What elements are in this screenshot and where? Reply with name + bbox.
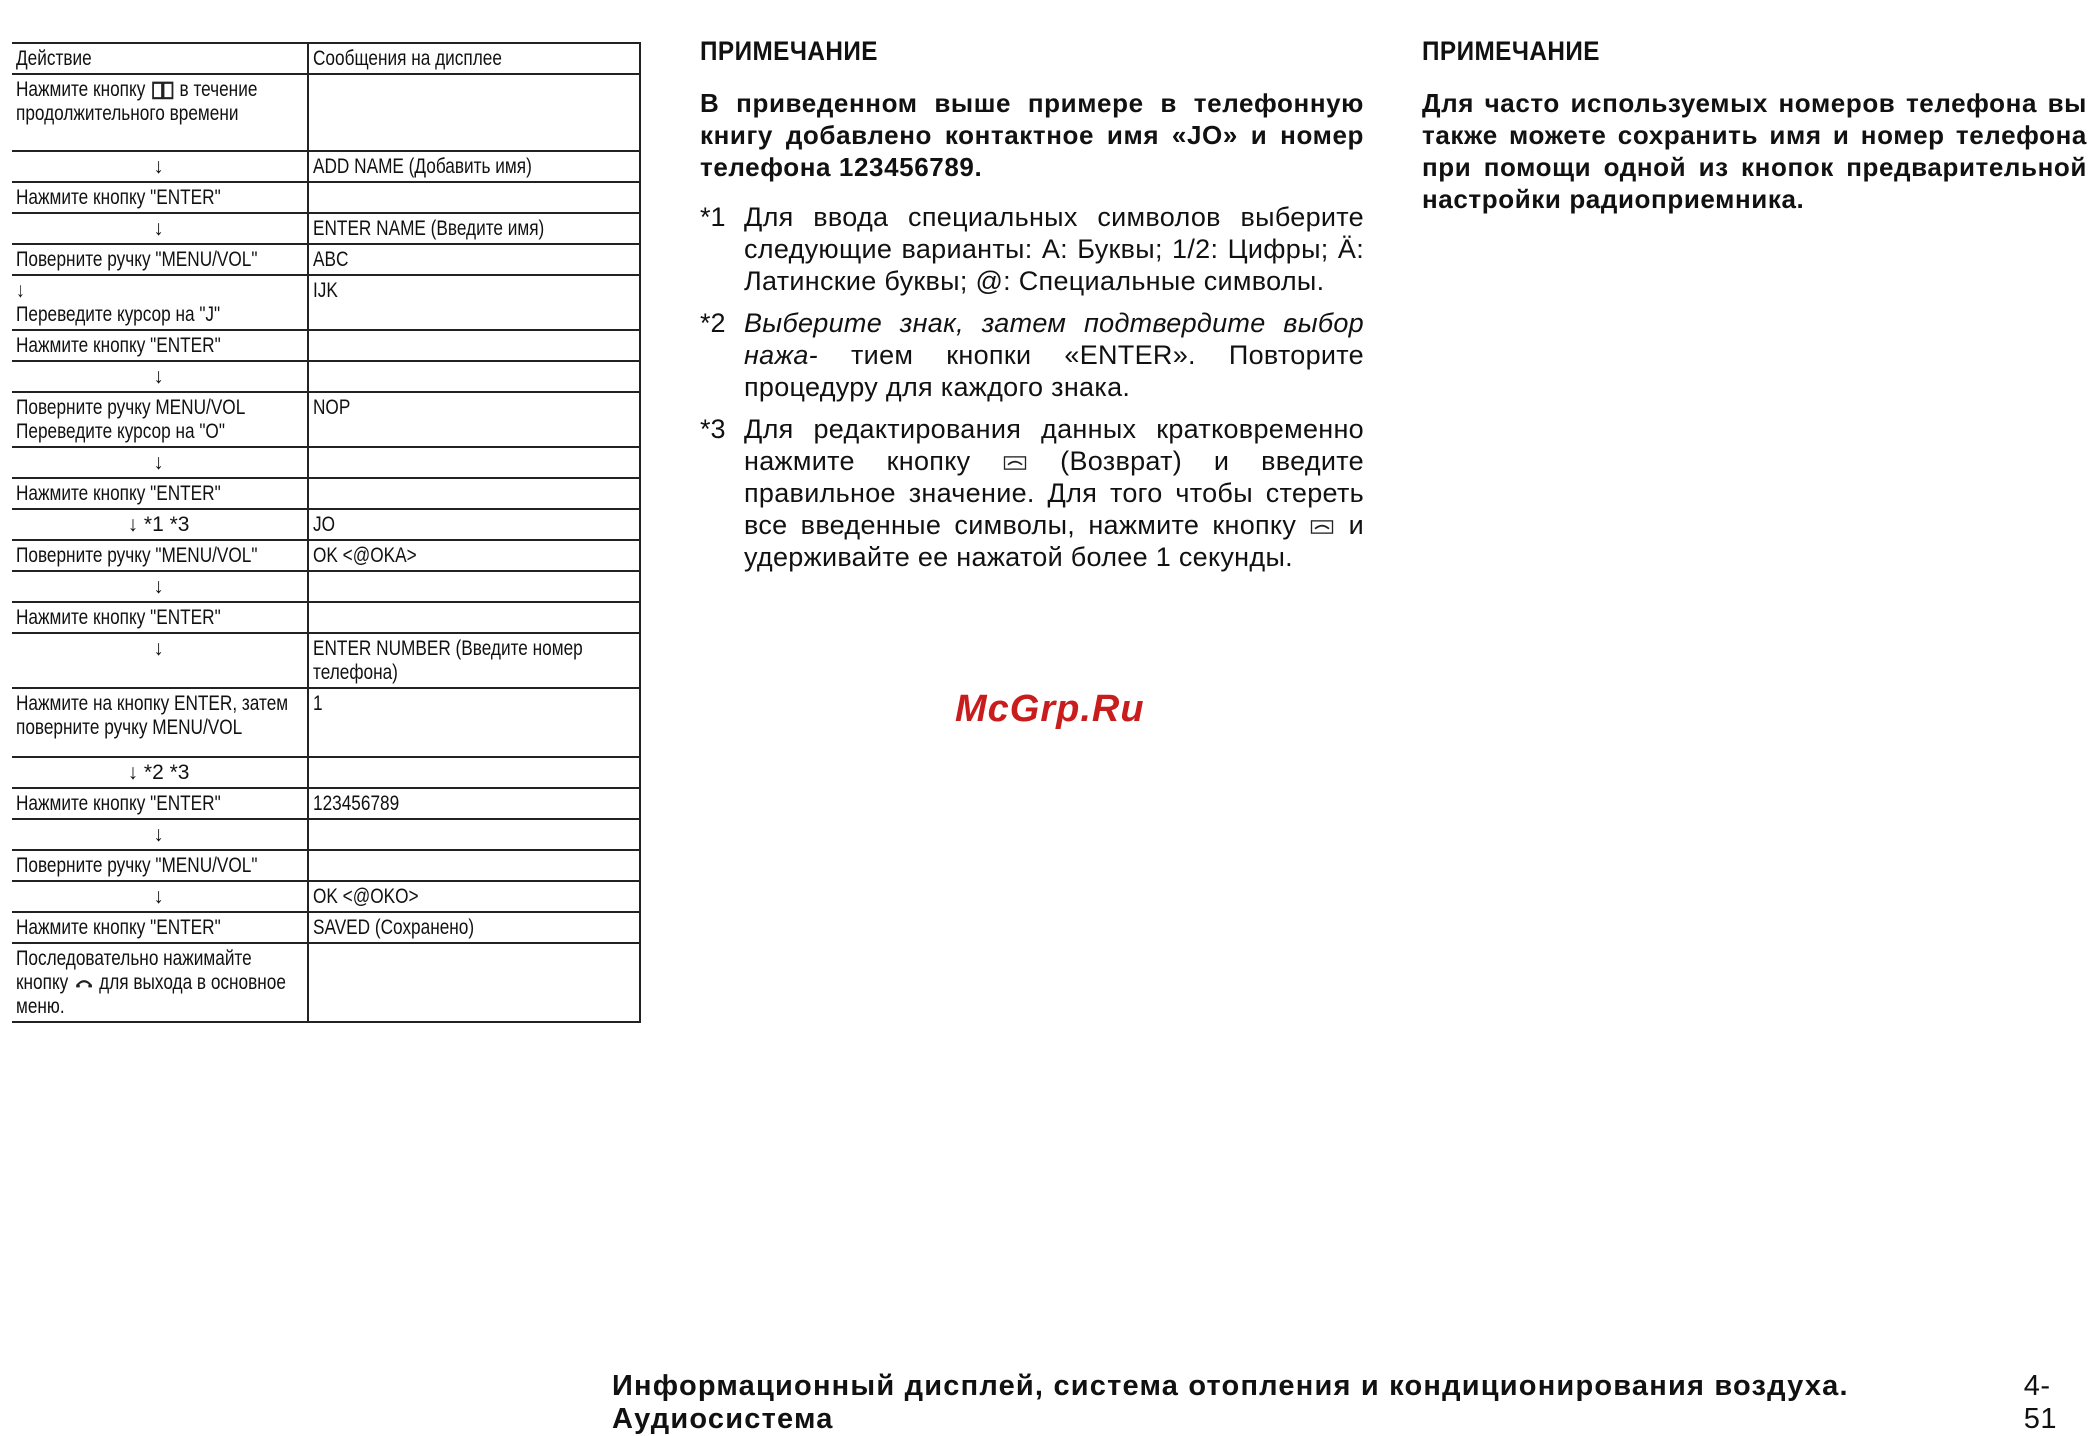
table-row [12,275,640,330]
display-cell [308,361,640,392]
action-text: ↓ [153,155,164,178]
table-row [12,330,640,361]
action-cell [12,571,308,602]
action-text: ↓ *2 *3 [127,761,190,784]
action-text: Нажмите кнопку "ENTER" [16,606,221,629]
table-row [12,602,640,633]
phone-back-icon [1002,456,1028,470]
display-text: SAVED (Сохранено) [313,916,475,939]
display-cell [308,182,640,213]
display-text: 1 [313,692,323,715]
note-body: В приведенном выше примере в телефонную книгу добавлено контактное имя «JO» и номер телефона 123456789. [700,88,1364,182]
table-row [12,571,640,602]
table-row [12,633,640,688]
footnote-text-c: и удерживайте ее нажатой более 1 секунды. [744,510,1365,572]
action-cell [12,509,308,540]
display-cell [308,330,640,361]
action-text: Нажмите на кнопку ENTER, затем поверните ручку MENU/VOL [16,692,289,739]
action-text: Поверните ручку "MENU/VOL" [16,544,258,567]
display-cell [308,275,640,330]
action-text: ↓ [153,217,164,240]
display-cell [308,540,640,571]
footnote-2 [700,307,1364,403]
table-row [12,943,640,1022]
action-cell [12,447,308,478]
table-header-row [12,43,640,74]
header-display: Сообщения на дисплее [308,43,640,74]
table-row [12,912,640,943]
footnote-mark: *2 [700,308,726,338]
display-cell [308,151,640,182]
action-cell [12,74,308,151]
phonebook-icon [150,80,175,100]
page-footer [612,1370,2080,1436]
table-row [12,151,640,182]
steps-table [12,42,641,1023]
action-text: ↓ [153,365,164,388]
action-cell [12,392,308,447]
action-text: Нажмите кнопку "ENTER" [16,792,221,815]
action-text: ↓ [153,575,164,598]
display-text: OK <@OKA> [313,544,417,567]
action-cell [12,912,308,943]
action-cell [12,788,308,819]
footnote-text-a: Для редактирования данных кратковременно нажмите кнопку [744,414,1364,476]
watermark: McGrp.Ru [955,688,1145,730]
action-text: Последовательно нажимайте кнопку для выхода в основное меню. [16,947,286,1018]
display-text: ABC [313,248,349,271]
footnote-text [744,413,1364,573]
footnote-1 [700,201,1364,297]
table-row [12,688,640,757]
action-text: ↓ Переведите курсор на "J" [16,279,221,326]
footnote-mark: *1 [700,202,726,232]
footnote-mark: *3 [700,414,726,444]
display-cell [308,688,640,757]
display-cell [308,244,640,275]
footnote-italic-text: Выберите знак, затем подтвердите выбор нажа- [744,308,1364,370]
note-heading: ПРИМЕЧАНИЕ [700,36,878,66]
table-row [12,881,640,912]
display-cell [308,602,640,633]
action-cell [12,850,308,881]
action-text: Поверните ручку MENU/VOL Переведите курсор на "O" [16,396,246,443]
action-text: Поверните ручку "MENU/VOL" [16,854,258,877]
action-cell [12,151,308,182]
action-cell [12,540,308,571]
display-cell [308,912,640,943]
phone-back-icon [73,976,94,990]
header-action: Действие [12,43,308,74]
page-number: 4-51 [2023,1370,2057,1435]
action-cell [12,478,308,509]
action-text: Нажмите кнопку "ENTER" [16,916,221,939]
table-row [12,74,640,151]
table-row [12,361,640,392]
display-cell [308,943,640,1022]
action-cell [12,602,308,633]
table-row [12,478,640,509]
action-text: ↓ *1 *3 [127,513,190,536]
display-text: NOP [313,396,351,419]
display-cell [308,478,640,509]
table-row [12,213,640,244]
table-row [12,819,640,850]
display-cell [308,850,640,881]
display-cell [308,881,640,912]
table-row [12,757,640,788]
display-text: 123456789 [313,792,400,815]
display-text: JO [313,513,336,536]
display-cell [308,392,640,447]
display-text: ADD NAME (Добавить имя) [313,155,532,178]
action-text: Поверните ручку "MENU/VOL" [16,248,258,271]
footnotes [700,201,1364,573]
action-text: Нажмите кнопку "ENTER" [16,482,221,505]
action-cell [12,633,308,688]
action-cell [12,688,308,757]
display-text: ENTER NAME (Введите имя) [313,217,545,240]
display-cell [308,819,640,850]
footnote-text [744,307,1364,403]
action-text: Нажмите кнопку "ENTER" [16,186,221,209]
action-cell [12,182,308,213]
display-cell [308,571,640,602]
note-body: Для часто используемых номеров телефона вы также можете сохранить имя и номер телефона при помощи одной из кнопок предварительной настройки радиоприемника. [1422,88,2087,214]
action-text: Нажмите кнопку в течение продолжительного времени [16,78,258,125]
table-row [12,850,640,881]
display-cell [308,447,640,478]
footnote-text-b: (Возврат) и введите правильное значение. Для того чтобы стереть все введенные символы, нажмите кнопку [744,446,1364,540]
table-row [12,509,640,540]
table-row [12,788,640,819]
footer-title: Информационный дисплей, система отопления и кондиционирования воздуха. Аудиосистема [612,1370,1849,1435]
action-text: ↓ [153,823,164,846]
note-right [1422,36,2087,215]
table-row [12,244,640,275]
display-cell [308,74,640,151]
action-cell [12,819,308,850]
table-row [12,447,640,478]
display-text: OK <@OKO> [313,885,419,908]
note-heading: ПРИМЕЧАНИЕ [1422,36,1600,66]
display-cell [308,509,640,540]
footnote-plain-text: тием кнопки «ENTER». Повторите процедуру для каждого знака. [744,340,1364,402]
action-cell [12,881,308,912]
note-middle [700,36,1364,583]
phone-back-icon [1309,520,1335,534]
action-cell [12,275,308,330]
action-cell [12,943,308,1022]
display-cell [308,788,640,819]
action-text: Нажмите кнопку "ENTER" [16,334,221,357]
action-text: ↓ [153,451,164,474]
action-text: ↓ [153,637,164,660]
action-cell [12,213,308,244]
display-cell [308,633,640,688]
action-cell [12,244,308,275]
action-cell [12,330,308,361]
display-cell [308,213,640,244]
display-text: ENTER NUMBER (Введите номер телефона) [313,637,583,684]
footnote-3 [700,413,1364,573]
table-row [12,392,640,447]
table-row [12,182,640,213]
action-cell [12,757,308,788]
display-text: IJK [313,279,338,302]
action-text: ↓ [153,885,164,908]
action-cell [12,361,308,392]
table-row [12,540,640,571]
footnote-text: Для ввода специальных символов выберите следующие варианты: A: Буквы; 1/2: Цифры; Ä: Латинские буквы; @: Специальные символы. [744,202,1364,296]
display-cell [308,757,640,788]
